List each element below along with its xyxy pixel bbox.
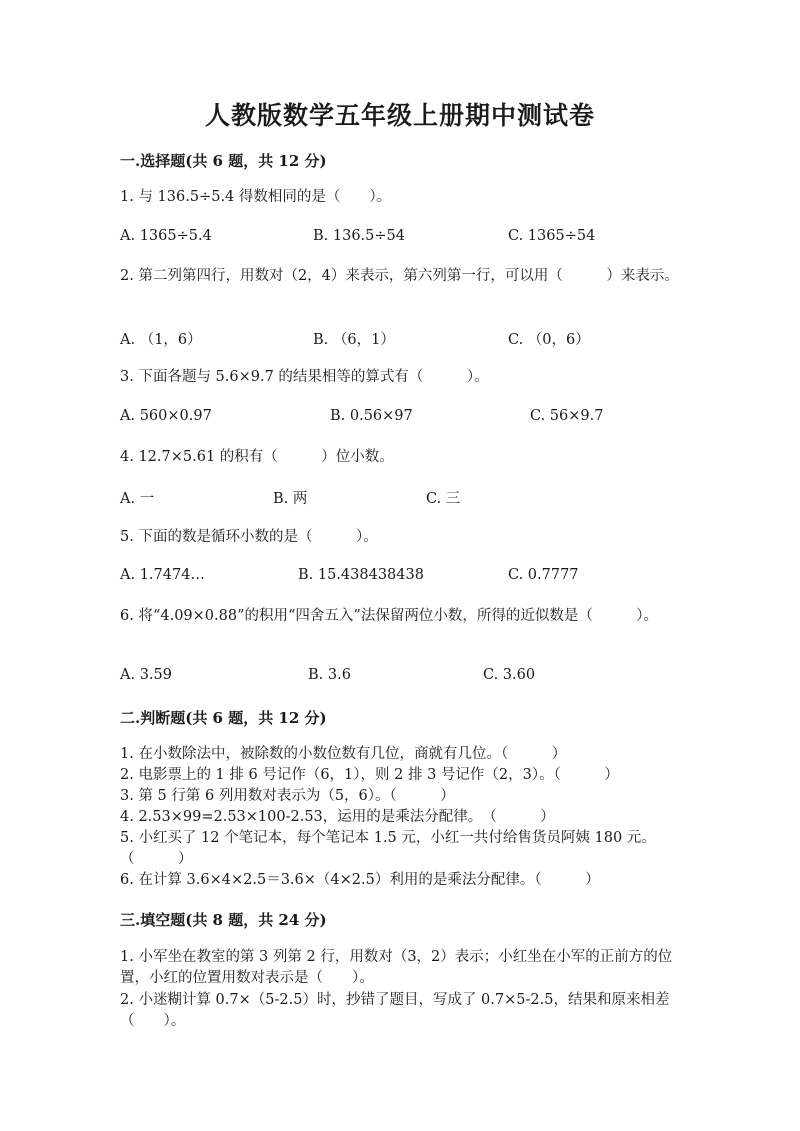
judge-item-2: 2. 电影票上的 1 排 6 号记作（6，1），则 2 排 3 号记作（2，3）。（ ） [120,767,619,783]
choice-6-option-b: B. 3.6 [308,667,351,683]
choice-2-option-c: C. （0，6） [508,332,590,348]
judge-item-4: 4. 2.53×99=2.53×100-2.53，运用的是乘法分配律。 （ ） [120,809,555,825]
choice-5-option-b: B. 15.438438438 [298,567,424,583]
choice-question-3: 3. 下面各题与 5.6×9.7 的结果相等的算式有（ ）。 [120,369,489,385]
choice-question-4: 4. 12.7×5.61 的积有（ ）位小数。 [120,449,394,465]
choice-4-option-c: C. 三 [426,491,461,507]
choice-1-option-c: C. 1365÷54 [508,228,596,244]
choice-question-6: 6. 将“4.09×0.88”的积用“四舍五入”法保留两位小数，所得的近似数是（ ）。 [120,608,659,624]
choice-3-option-c: C. 56×9.7 [530,408,604,424]
judge-item-1: 1. 在小数除法中，被除数的小数位数有几位，商就有几位。（ ） [120,746,567,762]
choice-2-option-a: A. （1，6） [120,332,202,348]
page-title: 人教版数学五年级上册期中测试卷 [204,101,595,130]
section-heading-judge: 二.判断题(共 6 题，共 12 分) [120,709,327,727]
section-heading-fill: 三.填空题(共 8 题，共 24 分) [120,911,327,929]
fill-item-2: 2. 小迷糊计算 0.7×（5-2.5）时，抄错了题目，写成了 0.7×5-2.5，结果和原来相差（ ）。 [120,992,670,1029]
choice-6-option-a: A. 3.59 [120,667,172,683]
choice-2-option-b: B. （6，1） [313,332,395,348]
fill-item-1: 1. 小军坐在教室的第 3 列第 2 行，用数对（3，2）表示；小红坐在小军的正前方的位置，小红的位置用数对表示是（ ）。 [120,949,673,986]
choice-5-option-c: C. 0.7777 [508,567,579,583]
choice-4-option-a: A. 一 [120,491,155,507]
choice-6-option-c: C. 3.60 [483,667,536,683]
choice-question-2: 2. 第二列第四行，用数对（2，4）来表示，第六列第一行，可以用（ ）来表示。 [120,268,679,284]
section-heading-choice: 一.选择题(共 6 题，共 12 分) [120,152,327,170]
judge-item-6: 6. 在计算 3.6×4×2.5＝3.6×（4×2.5）利用的是乘法分配律。（ ） [120,872,600,888]
choice-question-5: 5. 下面的数是循环小数的是（ ）。 [120,529,378,545]
choice-3-option-a: A. 560×0.97 [120,408,212,424]
choice-1-option-b: B. 136.5÷54 [313,228,405,244]
judge-item-5: 5. 小红买了 12 个笔记本，每个笔记本 1.5 元，小红一共付给售货员阿姨 180 元。（ ） [120,830,656,867]
choice-1-option-a: A. 1365÷5.4 [120,228,212,244]
choice-3-option-b: B. 0.56×97 [330,408,413,424]
judge-item-3: 3. 第 5 行第 6 列用数对表示为（5，6）。（ ） [120,788,455,804]
choice-4-option-b: B. 两 [273,491,308,507]
choice-5-option-a: A. 1.7474… [120,567,205,583]
choice-question-1: 1. 与 136.5÷5.4 得数相同的是（ ）。 [120,189,392,205]
